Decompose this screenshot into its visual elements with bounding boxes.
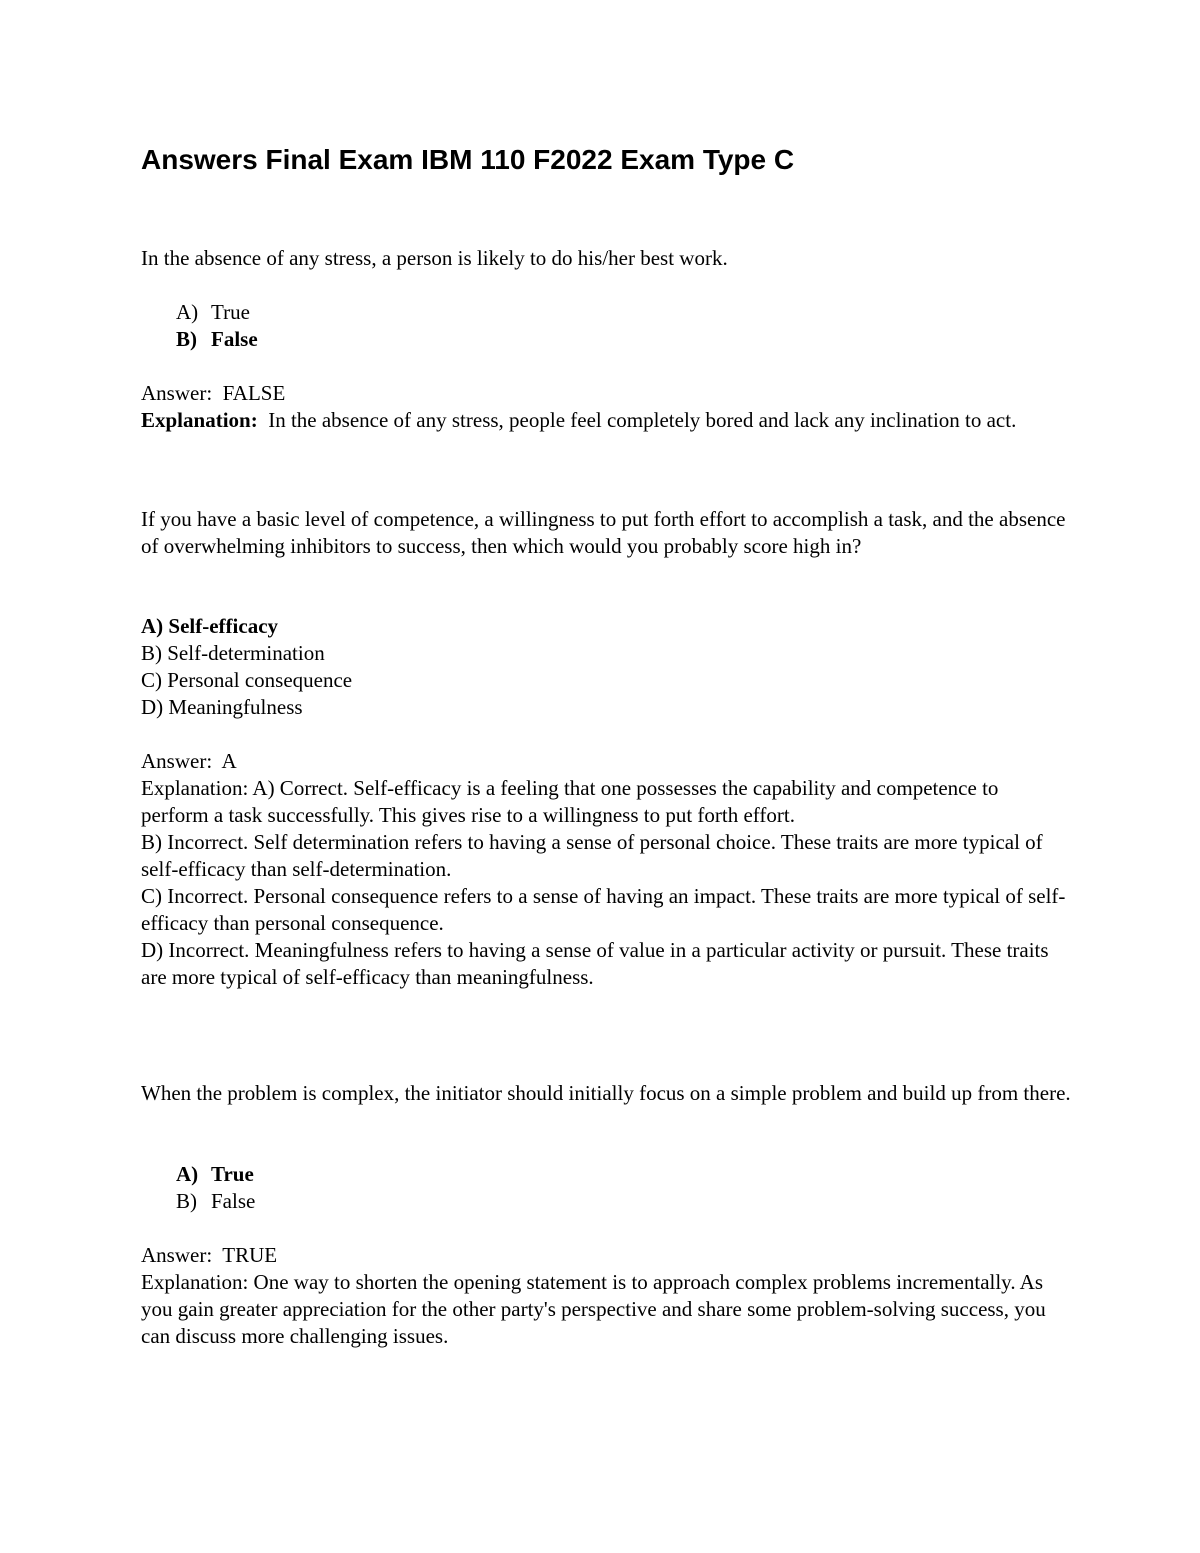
q2-explanation-d: D) Incorrect. Meaningfulness refers to having a sense of value in a particular activity or pursuit. These traits are more typical of self-efficacy than meaningfulness.	[141, 938, 1049, 989]
q2-answer	[141, 748, 1071, 775]
q1-option-b-letter: B)	[176, 327, 197, 351]
q2-question: If you have a basic level of competence, a willingness to put forth effort to accomplish a task, and the absence of overwhelming inhibitors to success, then which would you probably score high in?	[141, 507, 1066, 558]
q2-answer-label: Answer:	[141, 749, 213, 773]
q1-answer-label: Answer:	[141, 381, 213, 405]
q3-answer-value: TRUE	[222, 1243, 278, 1267]
q1-question: In the absence of any stress, a person is likely to do his/her best work.	[141, 246, 728, 270]
q3-option-b-letter: B)	[176, 1189, 197, 1213]
q2-option-d: D) Meaningfulness	[141, 695, 303, 719]
q3-option-b	[176, 1188, 255, 1215]
q1-option-a	[176, 299, 250, 326]
q1-explanation	[141, 407, 1071, 434]
q2-answer-value: A	[221, 749, 237, 773]
q3-option-b-text: False	[211, 1189, 256, 1213]
q3-option-a	[176, 1161, 254, 1188]
q3-explanation: Explanation: One way to shorten the opening statement is to approach complex problems incrementally. As you gain greater appreciation for the other party's perspective and share some problem-solving success, you can discuss more challenging issues.	[141, 1270, 1046, 1348]
q1-explanation-text: In the absence of any stress, people feel completely bored and lack any inclination to act.	[268, 408, 1017, 432]
q1-option-a-text: True	[211, 300, 250, 324]
q3-answer-label: Answer:	[141, 1243, 213, 1267]
q1-answer	[141, 380, 1071, 407]
q3-option-a-text: True	[211, 1162, 254, 1186]
q3-option-a-letter: A)	[176, 1162, 199, 1186]
q1-option-b-text: False	[211, 327, 258, 351]
q2-option-a: A) Self-efficacy	[141, 614, 279, 638]
q2-option-c: C) Personal consequence	[141, 668, 353, 692]
q1-option-b	[176, 326, 258, 353]
q1-answer-value: FALSE	[222, 381, 286, 405]
document-title: Answers Final Exam IBM 110 F2022 Exam Type C	[141, 144, 795, 175]
q3-answer	[141, 1242, 1071, 1269]
q1-option-a-letter: A)	[176, 300, 199, 324]
q2-explanation-b: B) Incorrect. Self determination refers to having a sense of personal choice. These traits are more typical of self-efficacy than self-determination.	[141, 830, 1043, 881]
q2-explanation	[141, 775, 1071, 991]
q2-explanation-a: Explanation: A) Correct. Self-efficacy is a feeling that one possesses the capability and competence to perform a task successfully. This gives rise to a willingness to put forth effort.	[141, 776, 999, 827]
q2-explanation-c: C) Incorrect. Personal consequence refers to a sense of having an impact. These traits are more typical of self-efficacy than personal consequence.	[141, 884, 1066, 935]
q3-question: When the problem is complex, the initiator should initially focus on a simple problem and build up from there.	[141, 1081, 1071, 1105]
q2-option-b: B) Self-determination	[141, 641, 325, 665]
q1-explanation-label: Explanation:	[141, 408, 258, 432]
